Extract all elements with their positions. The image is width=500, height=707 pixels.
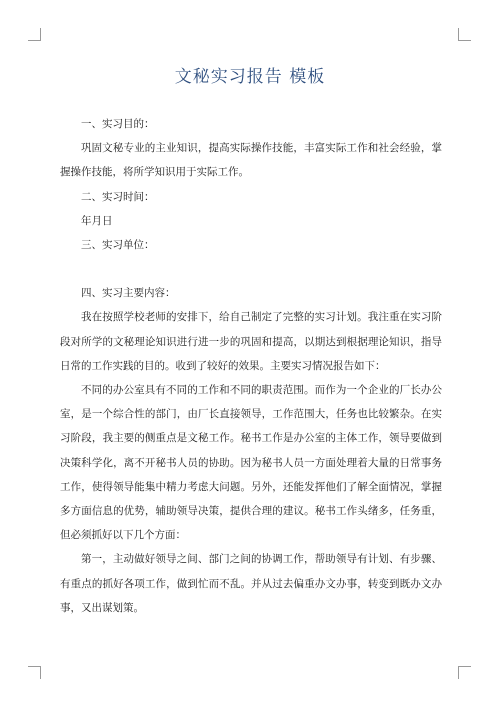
- paragraph-office: 不同的办公室具有不同的工作和不同的职责范围。而作为一个企业的厂长办公室，是一个综合性的部门，由厂长直接领导，工作范围大，任务也比较繁杂。在实习阶段，我主要的侧重点是文秘工作。秘书工作是办公室的主体工作，领导要做到决策科学化，离不开秘书人员的协助。因为秘书人员一方面处理着大量的日常事务工作，使得领导能集中精力考虑大问题。另外，还能发挥他们了解全面情况，掌握多方面信息的优势，辅助领导决策，提供合理的建议。秘书工作头绪多，任务重，但必须抓好以下几个方面：: [60, 384, 442, 542]
- paragraph-plan: 我在按照学校老师的安排下，给自己制定了完整的实习计划。我注重在实习阶段对所学的文秘理论知识进行进一步的巩固和提高，以期达到根据理论知识，指导日常的工作实践的目的。收到了较好的效果。主要实习情况报告如下：: [60, 311, 442, 372]
- paragraph-time: 年月日: [81, 214, 113, 227]
- paragraph-purpose: 巩固文秘专业的主业知识，提高实际操作技能，丰富实际工作和社会经验，掌握操作技能，将所学知识用于实际工作。: [60, 142, 442, 179]
- section-heading-purpose: 一、实习目的：: [81, 118, 155, 130]
- section-heading-time: 二、实习时间：: [81, 190, 155, 203]
- corner-mark-bottom-left: [28, 666, 41, 679]
- corner-mark-bottom-right: [458, 666, 471, 679]
- corner-mark-top-left: [28, 28, 41, 41]
- document-title: 文秘实习报告 模板: [174, 67, 326, 87]
- paragraph-first: 第一，主动做好领导之间、部门之间的协调工作，帮助领导有计划、有步骤、有重点的抓好各项工作，做到忙而不乱。并从过去偏重办文办事，转变到既办文办事，又出谋划策。: [60, 553, 442, 614]
- section-heading-content: 四、实习主要内容：: [81, 287, 176, 300]
- corner-mark-top-right: [458, 28, 471, 41]
- document-body: [60, 112, 442, 620]
- section-heading-unit: 三、实习单位：: [81, 239, 155, 252]
